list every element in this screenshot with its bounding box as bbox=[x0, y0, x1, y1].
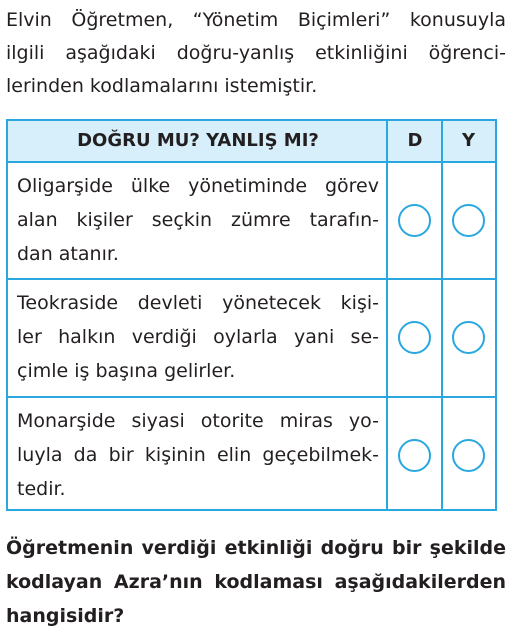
statement-text bbox=[17, 169, 379, 271]
true-false-table bbox=[6, 119, 497, 511]
statement-line: ler halkın verdiği oylarla yani se- bbox=[17, 326, 379, 348]
statement-line: tedir. bbox=[17, 478, 66, 500]
statement-line: Monarşide siyasi otorite miras yo- bbox=[17, 410, 379, 432]
statement-line: dan atanır. bbox=[17, 243, 119, 265]
statement-text bbox=[17, 286, 379, 388]
statement-line: çimle iş başına gelirler. bbox=[17, 360, 236, 382]
statement-text bbox=[17, 404, 379, 506]
header-statement: DOĞRU MU? YANLIŞ MI? bbox=[77, 130, 319, 151]
intro-line: Elvin Öğretmen, “Yönetim Biçimleri” konusuyla bbox=[6, 9, 506, 31]
false-option-circle[interactable] bbox=[452, 321, 485, 354]
intro-line: lerinden kodlamalarını istemiştir. bbox=[6, 75, 318, 97]
true-option-circle[interactable] bbox=[398, 321, 431, 354]
statement-line: luyla da bir kişinin elin geçebilmek- bbox=[17, 444, 379, 466]
question-line: kodlayan Azra’nın kodlaması aşağıdakilerden bbox=[6, 571, 506, 593]
true-option-circle[interactable] bbox=[398, 439, 431, 472]
false-option-circle[interactable] bbox=[452, 439, 485, 472]
statement-line: Teokraside devleti yönetecek kişi- bbox=[17, 292, 379, 314]
table-row bbox=[8, 280, 495, 398]
question-line: hangisidir? bbox=[6, 605, 125, 627]
true-option-circle[interactable] bbox=[398, 204, 431, 237]
table-row bbox=[8, 398, 495, 509]
intro-line: ilgili aşağıdaki doğru-yanlış etkinliğini öğrenci- bbox=[6, 42, 506, 64]
table-row bbox=[8, 163, 495, 280]
header-false: Y bbox=[461, 130, 476, 151]
header-true: D bbox=[407, 130, 423, 151]
statement-line: Oligarşide ülke yönetiminde görev bbox=[17, 175, 379, 197]
question-text bbox=[6, 531, 506, 633]
false-option-circle[interactable] bbox=[452, 204, 485, 237]
statement-line: alan kişiler seçkin zümre tarafın- bbox=[17, 209, 379, 231]
question-line: Öğretmenin verdiği etkinliği doğru bir şekilde bbox=[6, 537, 506, 559]
intro-paragraph bbox=[6, 4, 506, 103]
table-header bbox=[8, 121, 495, 163]
